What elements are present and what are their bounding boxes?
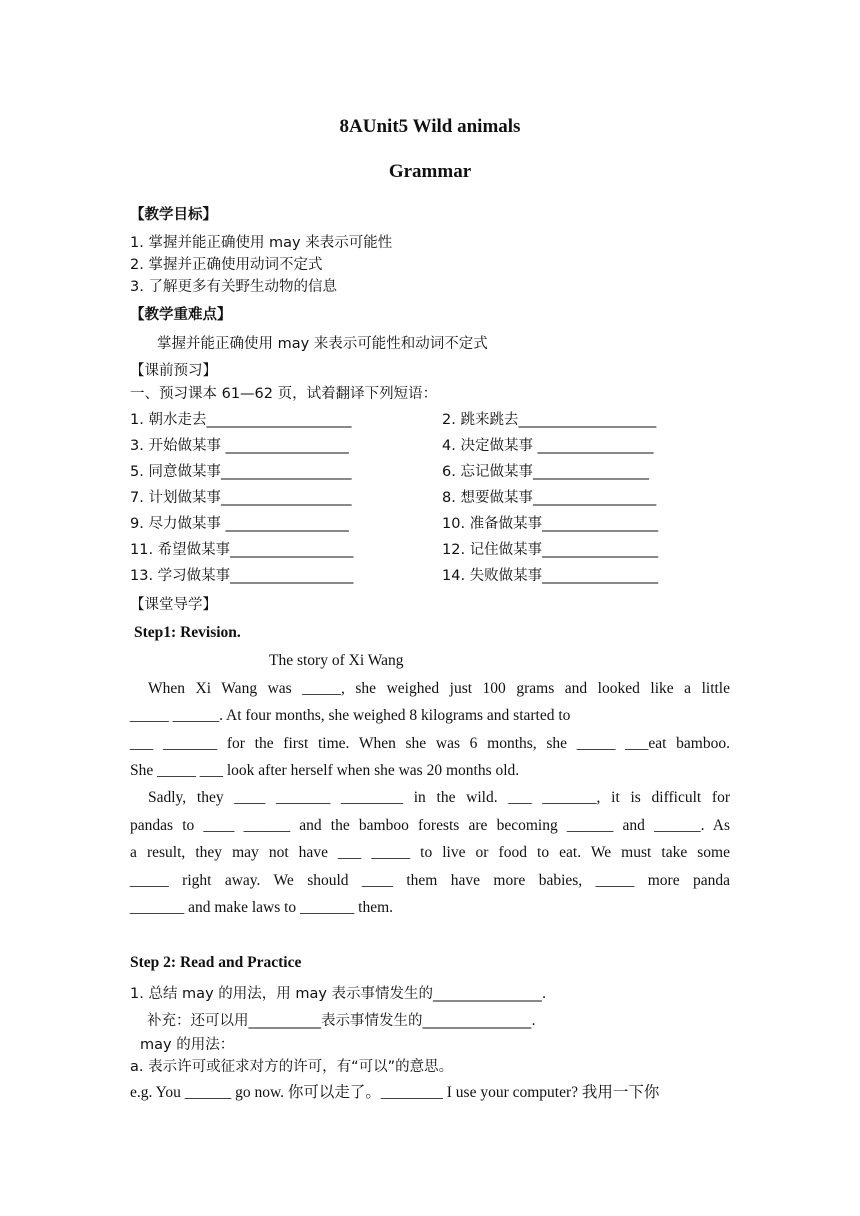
story-title: The story of Xi Wang xyxy=(269,652,404,669)
story-line: When Xi Wang was _____, she weighed just 100 grams and looked like a little xyxy=(148,680,730,697)
phrase-item: 10. 准备做某事________________ xyxy=(442,516,659,532)
may-summary: 1. 总结 may 的用法，用 may 表示事情发生的_______________. xyxy=(130,986,547,1002)
story-line: ___ _______ for the first time. When she was 6 months, she _____ ___eat bamboo. xyxy=(130,735,730,752)
phrase-item: 4. 决定做某事 ________________ xyxy=(442,438,654,454)
story-line: _____ right away. We should ____ them have more babies, _____ more panda xyxy=(130,872,730,889)
story-line: _____ ______. At four months, she weighed 8 kilograms and started to xyxy=(130,707,571,724)
may-usage: may 的用法： xyxy=(140,1037,235,1053)
phrase-item: 6. 忘记做某事________________ xyxy=(442,464,649,480)
usage-a: a. 表示许可或征求对方的许可，有“可以”的意思。 xyxy=(130,1059,454,1075)
phrase-item: 14. 失败做某事________________ xyxy=(442,568,659,584)
story-line: Sadly, they ____ _______ ________ in the wild. ___ _______, it is difficult for xyxy=(148,789,730,806)
objective-item: 1. 掌握并能正确使用 may 来表示可能性 xyxy=(130,235,393,251)
preview-heading: 【课前预习】 xyxy=(130,363,217,379)
objective-item: 3. 了解更多有关野生动物的信息 xyxy=(130,279,337,295)
objectives-heading: 【教学目标】 xyxy=(130,207,217,223)
story-line: She _____ ___ look after herself when she was 20 months old. xyxy=(130,762,520,779)
story-line: _______ and make laws to _______ them. xyxy=(130,899,394,916)
example-line: e.g. You ______ go now. 你可以走了。________ I use your computer? 我用一下你 xyxy=(130,1084,660,1101)
keypoints-heading: 【教学重难点】 xyxy=(130,307,232,323)
phrase-item: 2. 跳来跳去___________________ xyxy=(442,412,657,428)
keypoints-text: 掌握并能正确使用 may 来表示可能性和动词不定式 xyxy=(157,336,488,352)
step1-heading: Step1: Revision. xyxy=(134,624,241,641)
phrase-item: 3. 开始做某事 _________________ xyxy=(130,438,349,454)
supplement: 补充：还可以用__________表示事情发生的_______________. xyxy=(147,1013,536,1029)
story-line: a result, they may not have ___ _____ to live or food to eat. We must take some xyxy=(130,844,730,861)
phrase-item: 5. 同意做某事__________________ xyxy=(130,464,352,480)
story-line: pandas to ____ ______ and the bamboo forests are becoming ______ and ______. As xyxy=(130,817,730,834)
phrase-item: 11. 希望做某事_________________ xyxy=(130,542,354,558)
step2-heading: Step 2: Read and Practice xyxy=(130,954,302,971)
phrase-item: 9. 尽力做某事 _________________ xyxy=(130,516,349,532)
document-title: 8AUnit5 Wild animals xyxy=(339,116,521,137)
objective-item: 2. 掌握并正确使用动词不定式 xyxy=(130,257,323,273)
phrase-item: 7. 计划做某事__________________ xyxy=(130,490,352,506)
phrase-item: 1. 朝水走去____________________ xyxy=(130,412,352,428)
preview-instruction: 一、预习课本 61—62 页，试着翻译下列短语： xyxy=(130,386,438,402)
class-heading: 【课堂导学】 xyxy=(130,597,217,613)
phrase-item: 12. 记住做某事________________ xyxy=(442,542,659,558)
phrase-item: 8. 想要做某事_________________ xyxy=(442,490,657,506)
phrase-item: 13. 学习做某事_________________ xyxy=(130,568,354,584)
document-subtitle: Grammar xyxy=(388,161,472,182)
